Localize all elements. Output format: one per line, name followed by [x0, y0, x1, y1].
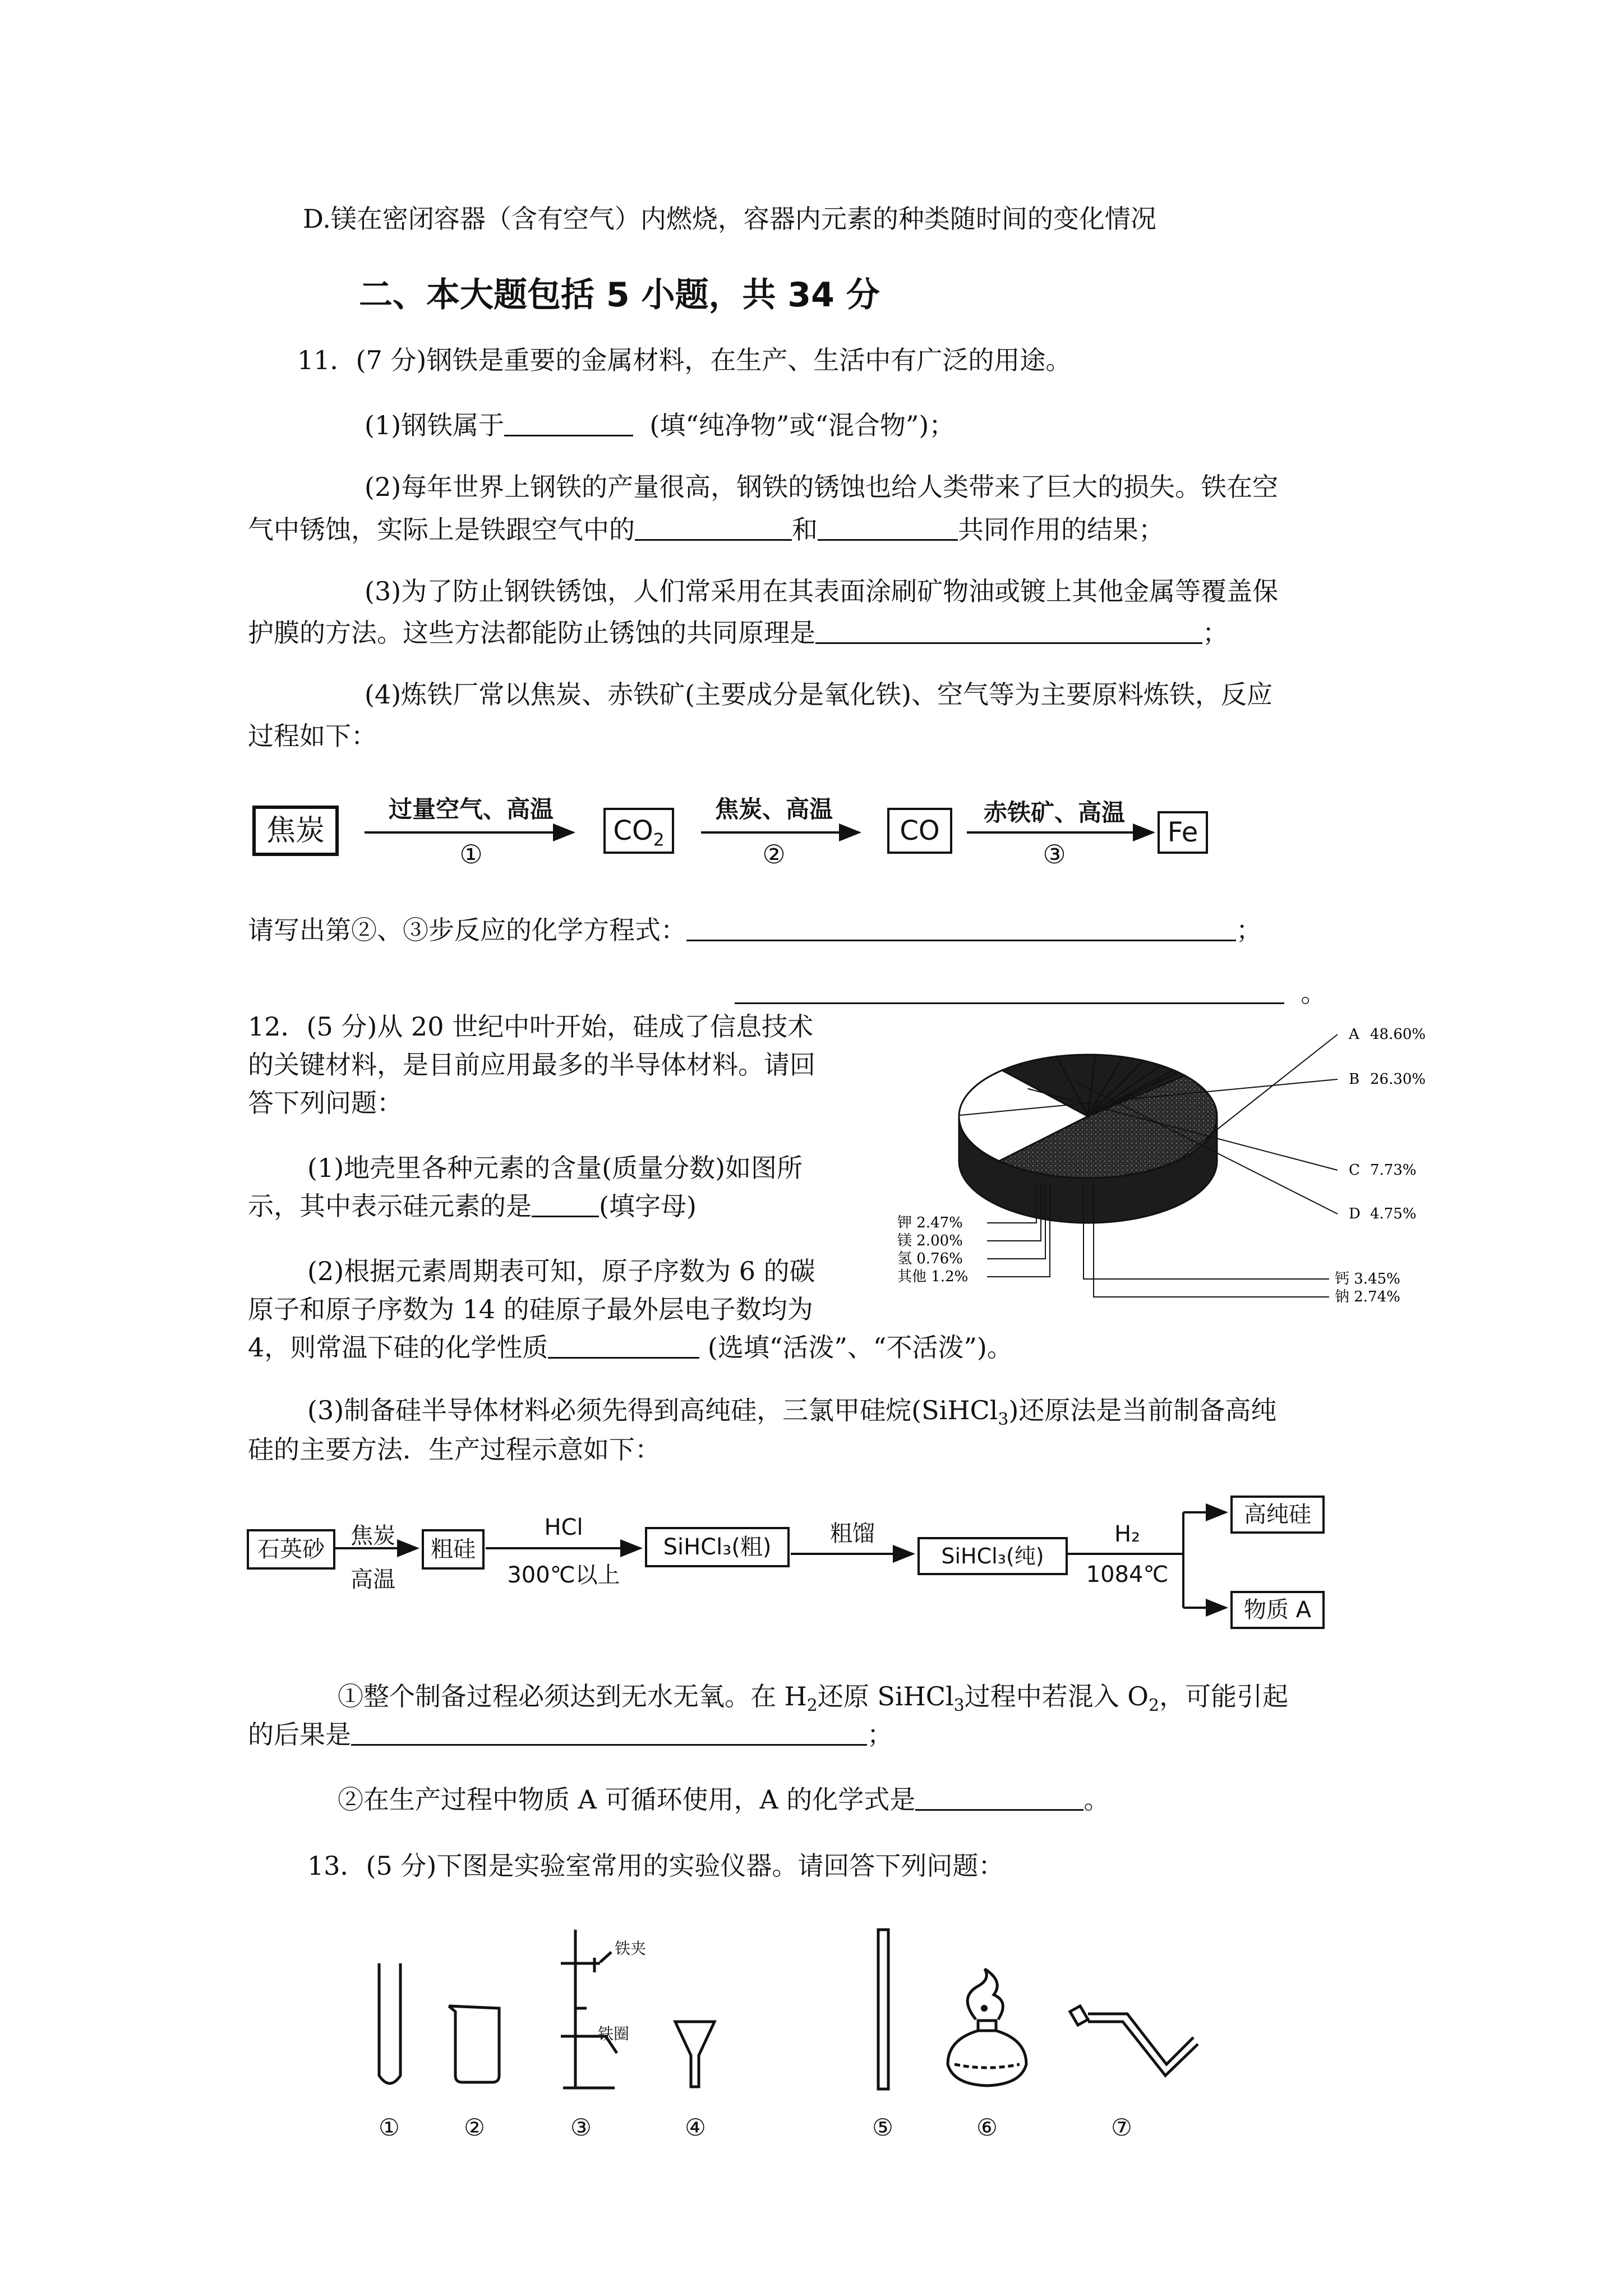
node-crude-silicon: 粗硅 — [422, 1529, 485, 1570]
q11-p1-text: (1)钢铁属于 — [365, 410, 505, 440]
node-quartz-sand: 石英砂 — [247, 1529, 335, 1570]
pie-label-镁: 镁 2.00% — [897, 1232, 963, 1249]
q12-p2-text: 4，则常温下硅的化学性质 — [248, 1332, 548, 1363]
pie-value-D: 4.75% — [1370, 1205, 1417, 1222]
q12-sub2-end: 。 — [1083, 1784, 1110, 1815]
q12-p2-hint: (选填“活泼”、“不活泼”)。 — [707, 1332, 1013, 1363]
apparatus-number-3: ③ — [570, 2114, 592, 2141]
apparatus-number-7: ⑦ — [1111, 2114, 1132, 2141]
apparatus-number-4: ④ — [685, 2114, 706, 2141]
q12-sub2-text: ②在生产过程中物质 A 可循环使用，A 的化学式是 — [338, 1784, 916, 1815]
beaker-icon — [449, 2006, 499, 2082]
pie-value-A: 48.60% — [1370, 1026, 1426, 1043]
pie-label-B: B — [1349, 1071, 1360, 1088]
q11-p3-text: 护膜的方法。这些方法都能防止锈蚀的共同原理是 — [248, 618, 815, 648]
step2-reagent: HCl — [544, 1515, 583, 1540]
node-sihcl3-crude: SiHCl₃(粗) — [645, 1527, 790, 1567]
q11-p2-text: 气中锈蚀，实际上是铁跟空气中的 — [248, 514, 635, 545]
q12-p1-hint: (填字母) — [599, 1191, 697, 1221]
node-substance-a: 物质 A — [1230, 1591, 1325, 1629]
q11-eq-prompt: 请写出第②、③步反应的化学方程式： — [248, 915, 686, 945]
label-iron-ring: 铁圈 — [598, 2024, 630, 2043]
test-tube-icon — [379, 1963, 400, 2083]
pie-value-B: 26.30% — [1370, 1071, 1426, 1088]
pie-label-D: D — [1349, 1205, 1361, 1222]
step3-process: 粗馏 — [830, 1521, 875, 1547]
section-title: 二、本大题包括 5 小题，共 34 分 — [359, 275, 880, 315]
q13-stem: 13．(5 分)下图是实验室常用的实验仪器。请回答下列问题： — [307, 1851, 1004, 1881]
q11-p1-hint: (填“纯净物”或“混合物”)； — [649, 410, 955, 440]
flow-step1-condition: 过量空气、高温 — [388, 795, 554, 823]
pie-label-钾: 钾 2.47% — [897, 1214, 963, 1231]
flow-step1-number: ① — [459, 839, 483, 869]
q11-part2-line1: (2)每年世界上钢铁的产量很高，钢铁的锈蚀也给人类带来了巨大的损失。铁在空 — [365, 472, 1279, 502]
q12-part2-line1: (2)根据元素周期表可知，原子序数为 6 的碳 — [307, 1256, 815, 1286]
q11-part3-line1: (3)为了防止钢铁锈蚀，人们常采用在其表面涂刷矿物油或镀上其他金属等覆盖保 — [365, 576, 1279, 606]
q11-p2-end: 共同作用的结果； — [958, 514, 1164, 545]
alcohol-lamp-icon — [948, 1969, 1026, 2086]
apparatus-number-6: ⑥ — [976, 2114, 998, 2141]
pie-label-A: A — [1349, 1026, 1359, 1043]
q11-eq-end2: 。 — [1301, 978, 1327, 1008]
step1-condition: 高温 — [351, 1567, 395, 1593]
q12-stem-line2: 的关键材料，是目前应用最多的半导体材料。请回 — [248, 1050, 815, 1080]
step4-condition: 1084℃ — [1086, 1562, 1169, 1588]
apparatus-number-1: ① — [379, 2114, 400, 2141]
apparatus-number-2: ② — [464, 2114, 485, 2141]
pie-label-钙: 钙 3.45% — [1335, 1271, 1400, 1287]
step1-reagent: 焦炭 — [351, 1523, 395, 1549]
pie-label-钠: 钠 2.74% — [1335, 1289, 1400, 1305]
q11-part4-line1: (4)炼铁厂常以焦炭、赤铁矿(主要成分是氧化铁)、空气等为主要原料炼铁，反应 — [365, 679, 1273, 710]
q11-eq-end1: ； — [1236, 915, 1262, 945]
q12-p1-text: 示，其中表示硅元素的是 — [248, 1191, 532, 1221]
flow-node-co: CO — [887, 808, 952, 854]
glass-rod-icon — [878, 1930, 888, 2089]
q12-part3-line1: (3)制备硅半导体材料必须先得到高纯硅，三氯甲硅烷(SiHCl$_3$)还原法是当前制备高纯 — [307, 1395, 1277, 1430]
q12-stem-line1: 12．(5 分)从 20 世纪中叶开始，硅成了信息技术 — [248, 1011, 814, 1042]
pie-label-C: C — [1349, 1162, 1360, 1179]
flow-node-fe: Fe — [1158, 811, 1208, 854]
iron-stand-icon — [561, 1930, 617, 2088]
option-d: D.镁在密闭容器（含有空气）内燃烧，容器内元素的种类随时间的变化情况 — [303, 204, 1156, 234]
apparatus-number-5: ⑤ — [872, 2114, 893, 2141]
flow-step3-condition: 赤铁矿、高温 — [983, 799, 1125, 826]
q12-stem-line3: 答下列问题： — [248, 1088, 403, 1118]
q11-part4-line2: 过程如下： — [248, 721, 377, 751]
step2-condition: 300℃以上 — [507, 1562, 620, 1588]
q12-sub1-end: ； — [867, 1719, 893, 1750]
q12-part1-line1: (1)地壳里各种元素的含量(质量分数)如图所 — [307, 1153, 803, 1183]
node-high-purity-silicon: 高纯硅 — [1230, 1496, 1325, 1534]
q11-p3-end: ； — [1202, 618, 1228, 648]
step4-reagent: H₂ — [1114, 1521, 1141, 1547]
q11-p2-and: 和 — [792, 514, 818, 545]
bent-tube-icon — [1070, 2006, 1198, 2076]
q11-stem: 11．(7 分)钢铁是重要的金属材料，在生产、生活中有广泛的用途。 — [297, 345, 1072, 375]
flow-node-coke: 焦炭 — [252, 806, 339, 856]
pie-label-其他: 其他 1.2% — [897, 1268, 969, 1285]
label-iron-clamp: 铁夹 — [615, 1939, 647, 1958]
q12-part3-line2: 硅的主要方法．生产过程示意如下： — [248, 1434, 661, 1465]
q12-sub1-text: 的后果是 — [248, 1719, 351, 1750]
pie-value-C: 7.73% — [1370, 1162, 1417, 1179]
flow-step2-number: ② — [762, 839, 786, 869]
flow-node-co2: $CO_2$ — [603, 808, 674, 854]
q12-sub1-line1: ①整个制备过程必须达到无水无氧。在 $H_2$还原 SiHCl$_3$过程中若混入 $O_2$，可能引起 — [338, 1681, 1289, 1716]
flow-step2-condition: 焦炭、高温 — [714, 795, 833, 823]
flow-step3-number: ③ — [1043, 839, 1066, 869]
pie-label-氢: 氢 0.76% — [897, 1250, 963, 1267]
q12-part2-line2: 原子和原子序数为 14 的硅原子最外层电子数均为 — [248, 1294, 813, 1324]
funnel-icon — [675, 2022, 714, 2087]
node-sihcl3-pure: SiHCl₃(纯) — [917, 1537, 1068, 1575]
